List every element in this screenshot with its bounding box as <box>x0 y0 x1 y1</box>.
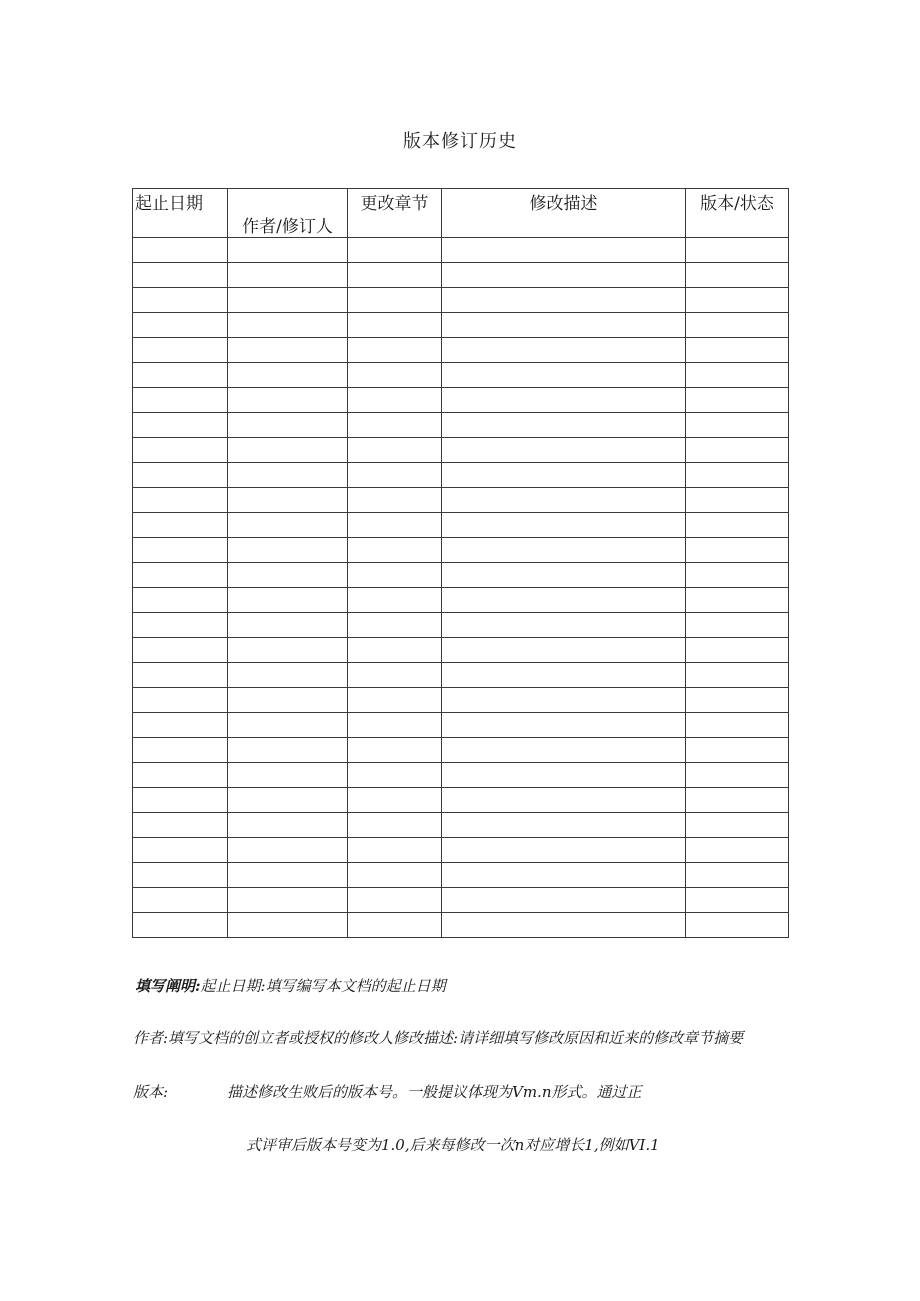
table-cell <box>228 738 348 763</box>
table-row <box>133 313 789 338</box>
table-cell <box>348 838 442 863</box>
table-cell <box>228 588 348 613</box>
table-cell <box>133 688 228 713</box>
note-heading: 填写阐明: <box>135 977 201 995</box>
table-row <box>133 238 789 263</box>
table-cell <box>348 613 442 638</box>
table-row <box>133 588 789 613</box>
table-row <box>133 413 789 438</box>
table-cell <box>228 513 348 538</box>
table-cell <box>228 488 348 513</box>
table-cell <box>442 888 686 913</box>
table-row <box>133 438 789 463</box>
table-row <box>133 738 789 763</box>
table-cell <box>442 863 686 888</box>
header-date: 起止日期 <box>133 189 228 238</box>
table-cell <box>228 538 348 563</box>
table-cell <box>686 688 789 713</box>
revision-history-table <box>132 188 789 938</box>
table-cell <box>133 588 228 613</box>
table-cell <box>348 738 442 763</box>
table-cell <box>133 788 228 813</box>
table-cell <box>133 913 228 938</box>
header-version: 版本/状态 <box>686 189 789 238</box>
table-cell <box>133 663 228 688</box>
table-cell <box>686 238 789 263</box>
table-cell <box>133 488 228 513</box>
table-cell <box>686 863 789 888</box>
table-cell <box>348 263 442 288</box>
table-cell <box>228 363 348 388</box>
table-cell <box>442 913 686 938</box>
table-cell <box>686 713 789 738</box>
header-section: 更改章节 <box>348 189 442 238</box>
table-cell <box>133 838 228 863</box>
table-row <box>133 288 789 313</box>
table-cell <box>686 588 789 613</box>
table-cell <box>228 863 348 888</box>
table-cell <box>228 413 348 438</box>
table-cell <box>228 263 348 288</box>
table-cell <box>348 638 442 663</box>
table-cell <box>348 713 442 738</box>
table-cell <box>228 338 348 363</box>
table-cell <box>442 838 686 863</box>
table-cell <box>686 338 789 363</box>
table-cell <box>348 563 442 588</box>
table-cell <box>442 388 686 413</box>
table-cell <box>228 613 348 638</box>
table-row <box>133 538 789 563</box>
table-row <box>133 863 789 888</box>
table-cell <box>442 763 686 788</box>
table-cell <box>686 313 789 338</box>
table-row <box>133 638 789 663</box>
table-row <box>133 763 789 788</box>
table-cell <box>228 288 348 313</box>
note-date-text: 起止日期:填写编写本文档的起止日期 <box>200 977 446 995</box>
table-cell <box>348 688 442 713</box>
table-row <box>133 688 789 713</box>
table-cell <box>348 288 442 313</box>
table-cell <box>228 438 348 463</box>
table-cell <box>442 463 686 488</box>
table-cell <box>686 513 789 538</box>
table-cell <box>348 238 442 263</box>
table-cell <box>133 413 228 438</box>
table-row <box>133 713 789 738</box>
table-cell <box>442 238 686 263</box>
table-cell <box>228 913 348 938</box>
table-cell <box>442 588 686 613</box>
table-row <box>133 663 789 688</box>
table-row <box>133 563 789 588</box>
table-cell <box>686 538 789 563</box>
table-cell <box>686 638 789 663</box>
table-cell <box>442 638 686 663</box>
table-cell <box>228 763 348 788</box>
table-cell <box>348 338 442 363</box>
table-cell <box>133 863 228 888</box>
table-row <box>133 838 789 863</box>
table-cell <box>442 288 686 313</box>
table-cell <box>133 388 228 413</box>
page-title: 版本修订历史 <box>403 131 517 152</box>
table-cell <box>228 463 348 488</box>
table-cell <box>686 413 789 438</box>
table-row <box>133 788 789 813</box>
table-cell <box>133 313 228 338</box>
table-header-row <box>133 189 789 238</box>
table-cell <box>348 513 442 538</box>
table-cell <box>348 438 442 463</box>
table-cell <box>686 563 789 588</box>
note-line-1 <box>135 975 446 996</box>
table-cell <box>133 463 228 488</box>
table-cell <box>133 538 228 563</box>
table-cell <box>686 463 789 488</box>
table-row <box>133 263 789 288</box>
table-cell <box>686 838 789 863</box>
table-cell <box>686 438 789 463</box>
note-line-2: 作者:填写文档的创立者或授权的修改人修改描述:请详细填写修改原因和近来的修改章节摘要 <box>133 1029 744 1047</box>
table-cell <box>133 438 228 463</box>
table-cell <box>442 488 686 513</box>
table-cell <box>133 638 228 663</box>
header-description: 修改描述 <box>442 189 686 238</box>
table-cell <box>133 613 228 638</box>
table-row <box>133 338 789 363</box>
note-line-4: 式评审后版本号变为1.0,后来每修改一次n对应增长1,例如VI.1 <box>246 1136 660 1154</box>
table-cell <box>442 788 686 813</box>
table-row <box>133 463 789 488</box>
table-cell <box>442 363 686 388</box>
table-cell <box>442 538 686 563</box>
table-row <box>133 513 789 538</box>
table-cell <box>228 663 348 688</box>
table-cell <box>348 763 442 788</box>
table-cell <box>442 663 686 688</box>
table-cell <box>442 513 686 538</box>
table-cell <box>348 913 442 938</box>
table-row <box>133 813 789 838</box>
table-cell <box>133 888 228 913</box>
table-cell <box>686 363 789 388</box>
table-cell <box>686 813 789 838</box>
table-cell <box>133 363 228 388</box>
table-cell <box>348 313 442 338</box>
table-cell <box>133 338 228 363</box>
table-cell <box>348 588 442 613</box>
table-cell <box>228 788 348 813</box>
table-cell <box>442 263 686 288</box>
table-cell <box>228 713 348 738</box>
table-cell <box>442 313 686 338</box>
table-cell <box>686 288 789 313</box>
table-cell <box>442 563 686 588</box>
table-cell <box>348 813 442 838</box>
table-cell <box>686 613 789 638</box>
table-cell <box>686 263 789 288</box>
table-cell <box>442 613 686 638</box>
table-cell <box>228 563 348 588</box>
table-cell <box>228 888 348 913</box>
table-cell <box>133 263 228 288</box>
table-cell <box>348 413 442 438</box>
table-cell <box>686 738 789 763</box>
table-cell <box>442 713 686 738</box>
table-cell <box>686 913 789 938</box>
header-author: 作者/修订人 <box>228 189 348 238</box>
table-cell <box>348 363 442 388</box>
table-row <box>133 888 789 913</box>
table-cell <box>442 688 686 713</box>
table-cell <box>133 713 228 738</box>
table-cell <box>348 388 442 413</box>
table-cell <box>228 638 348 663</box>
table-row <box>133 388 789 413</box>
table-cell <box>686 663 789 688</box>
table-row <box>133 613 789 638</box>
table-cell <box>348 888 442 913</box>
note-line-3: 描述修改生败后的版本号。一般提议体现为Vm.n形式。通过正 <box>227 1083 642 1101</box>
table-cell <box>348 663 442 688</box>
table-cell <box>686 888 789 913</box>
table-cell <box>228 838 348 863</box>
table-cell <box>133 288 228 313</box>
table-cell <box>133 513 228 538</box>
table-cell <box>133 813 228 838</box>
table-cell <box>686 388 789 413</box>
table-cell <box>348 863 442 888</box>
table-cell <box>228 313 348 338</box>
table-cell <box>133 238 228 263</box>
table-cell <box>686 488 789 513</box>
table-cell <box>228 388 348 413</box>
table-cell <box>442 813 686 838</box>
table-cell <box>442 738 686 763</box>
table-cell <box>348 488 442 513</box>
table-cell <box>686 788 789 813</box>
table-row <box>133 913 789 938</box>
table-cell <box>442 413 686 438</box>
table-cell <box>133 563 228 588</box>
note-version-label: 版本: <box>133 1083 169 1101</box>
table-cell <box>442 338 686 363</box>
table-cell <box>133 763 228 788</box>
table-row <box>133 488 789 513</box>
table-cell <box>228 688 348 713</box>
table-cell <box>348 463 442 488</box>
table-cell <box>686 763 789 788</box>
table-cell <box>442 438 686 463</box>
table-cell <box>133 738 228 763</box>
table-row <box>133 363 789 388</box>
table-cell <box>228 813 348 838</box>
table-cell <box>228 238 348 263</box>
table-cell <box>348 788 442 813</box>
table-cell <box>348 538 442 563</box>
